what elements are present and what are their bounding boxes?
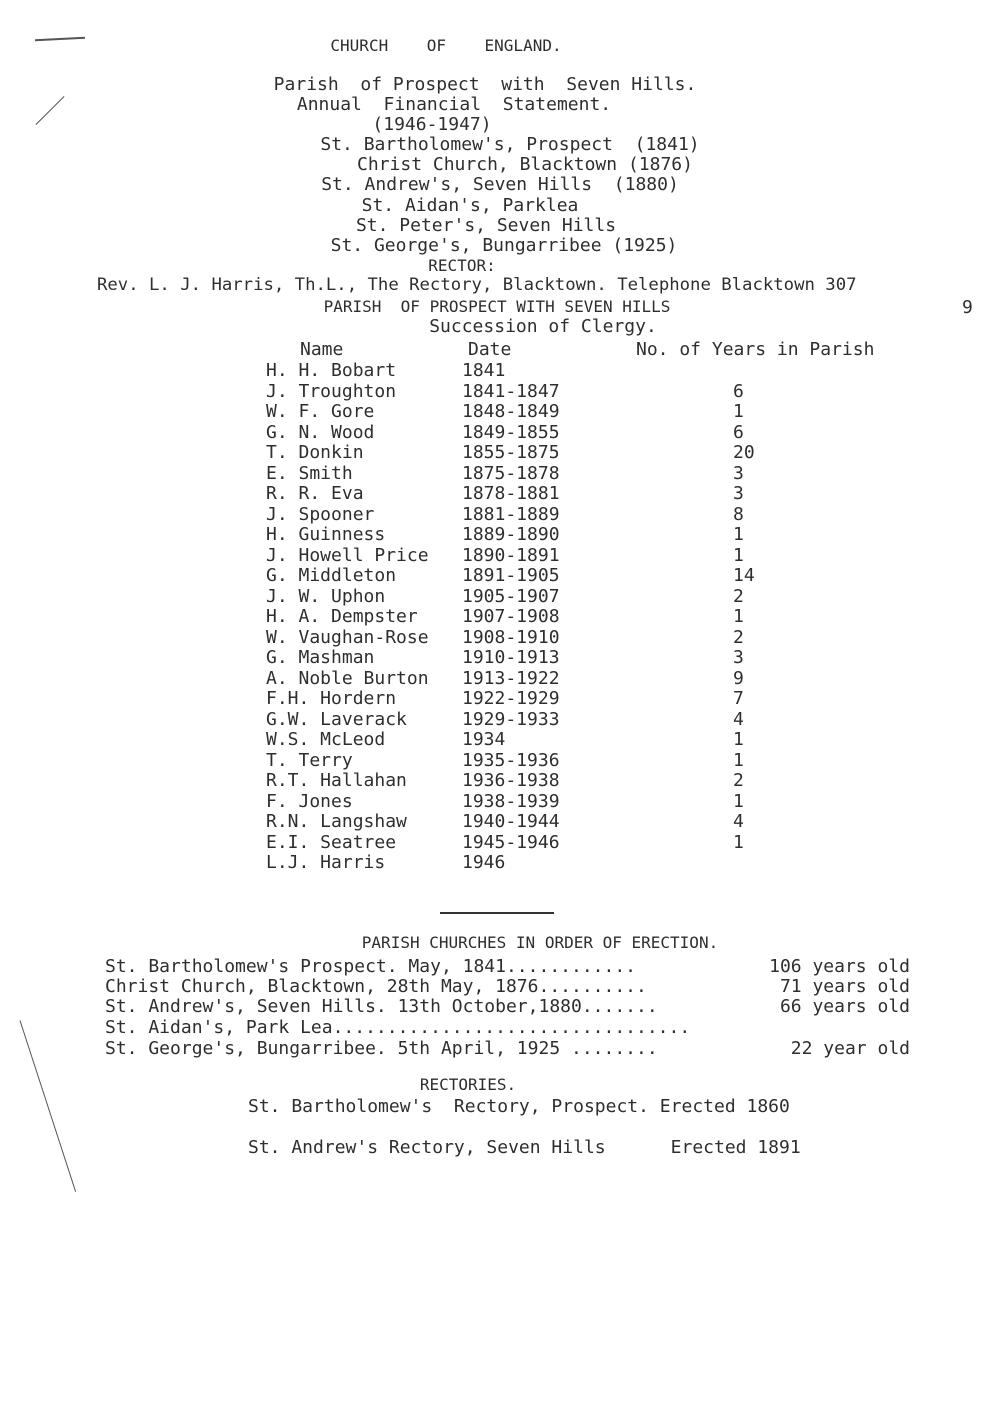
clergy-years: 1 <box>733 606 744 627</box>
table-row <box>0 791 1000 811</box>
clergy-name: R.T. Hallahan <box>266 770 407 791</box>
table-row <box>0 606 1000 626</box>
clergy-dates: 1848-1849 <box>462 401 560 422</box>
clergy-name: T. Terry <box>266 749 353 771</box>
clergy-dates: 1891-1905 <box>462 565 560 586</box>
clergy-dates: 1913-1922 <box>462 667 560 689</box>
table-row <box>0 586 1000 606</box>
clergy-name: G. Middleton <box>266 565 397 586</box>
scan-mark <box>35 37 85 42</box>
column-header-name: Name <box>300 339 344 360</box>
table-row <box>0 811 1000 831</box>
clergy-dates: 1890-1891 <box>462 544 560 566</box>
clergy-years: 1 <box>733 401 744 422</box>
clergy-years: 2 <box>733 626 744 648</box>
clergy-subtitle: Succession of Clergy. <box>429 316 657 337</box>
clergy-name: W. Vaughan-Rose <box>266 626 429 648</box>
clergy-table-header <box>0 339 1000 359</box>
erection-row <box>0 1038 1000 1058</box>
erection-church-text: St. George's, Bungarribee. 5th April, 1925 ........ <box>105 1038 658 1059</box>
table-row <box>0 401 1000 421</box>
clergy-name: W.S. McLeod <box>266 729 386 750</box>
erection-age: 66 years old <box>779 996 910 1017</box>
clergy-name: A. Noble Burton <box>266 667 429 689</box>
clergy-years: 4 <box>733 708 744 730</box>
clergy-name: H. A. Dempster <box>266 606 418 627</box>
church-list-item: St. Peter's, Seven Hills <box>355 215 617 236</box>
clergy-dates: 1946 <box>462 852 506 873</box>
clergy-dates: 1908-1910 <box>462 626 560 648</box>
clergy-dates: 1929-1933 <box>462 708 560 730</box>
clergy-dates: 1907-1908 <box>462 606 560 627</box>
clergy-years: 14 <box>733 565 755 586</box>
scan-mark <box>36 96 65 125</box>
clergy-name: F.H. Hordern <box>266 688 397 709</box>
clergy-years: 1 <box>733 749 744 771</box>
table-row <box>0 852 1000 872</box>
table-row <box>0 524 1000 544</box>
table-row <box>0 729 1000 749</box>
clergy-dates: 1889-1890 <box>462 524 560 545</box>
clergy-name: T. Donkin <box>266 442 364 463</box>
table-row <box>0 627 1000 647</box>
clergy-years: 3 <box>733 647 744 668</box>
margin-mark: 9 <box>962 297 973 318</box>
clergy-years: 4 <box>733 811 744 832</box>
clergy-name: J. Troughton <box>266 380 397 402</box>
table-row <box>0 688 1000 708</box>
clergy-years: 9 <box>733 667 744 689</box>
clergy-dates: 1910-1913 <box>462 647 560 668</box>
clergy-name: E.I. Seatree <box>266 831 397 853</box>
erection-age: 71 years old <box>779 976 910 997</box>
erection-section-title: PARISH CHURCHES IN ORDER OF ERECTION. <box>361 933 719 952</box>
clergy-dates: 1905-1907 <box>462 585 560 607</box>
church-list-item: St. Aidan's, Parklea <box>361 195 579 216</box>
table-row <box>0 360 1000 380</box>
clergy-years: 20 <box>733 442 755 463</box>
clergy-dates: 1849-1855 <box>462 421 560 443</box>
erection-church-text: St. Bartholomew's Prospect. May, 1841............ <box>105 956 637 977</box>
clergy-years: 2 <box>733 770 744 791</box>
clergy-dates: 1936-1938 <box>462 770 560 791</box>
clergy-dates: 1841-1847 <box>462 380 560 402</box>
erection-row <box>0 1017 1000 1037</box>
section-divider <box>440 912 554 914</box>
table-row <box>0 770 1000 790</box>
clergy-dates: 1855-1875 <box>462 442 560 463</box>
table-row <box>0 709 1000 729</box>
erection-age: 22 year old <box>790 1038 910 1059</box>
clergy-years: 2 <box>733 585 744 607</box>
clergy-dates: 1881-1889 <box>462 503 560 525</box>
church-list-item: Christ Church, Blacktown (1876) <box>357 154 693 175</box>
clergy-dates: 1841 <box>462 360 506 381</box>
clergy-name: G. N. Wood <box>266 421 375 443</box>
rectory-line: St. Bartholomew's Rectory, Prospect. Erected 1860 <box>248 1096 790 1117</box>
clergy-name: J. Spooner <box>266 503 375 525</box>
statement-years: (1946-1947) <box>372 114 492 135</box>
clergy-dates: 1875-1878 <box>462 462 560 484</box>
church-list-item: St. Bartholomew's, Prospect (1841) <box>320 134 700 155</box>
table-row <box>0 565 1000 585</box>
clergy-years: 6 <box>733 421 744 443</box>
clergy-name: H. Guinness <box>266 524 386 545</box>
church-list-item: St. George's, Bungarribee (1925) <box>330 235 678 256</box>
clergy-name: H. H. Bobart <box>266 360 397 381</box>
erection-row <box>0 956 1000 976</box>
rectories-title: RECTORIES. <box>419 1075 517 1094</box>
clergy-name: L.J. Harris <box>266 852 386 873</box>
table-row <box>0 545 1000 565</box>
table-row <box>0 647 1000 667</box>
clergy-name: E. Smith <box>266 462 353 484</box>
clergy-name: G.W. Laverack <box>266 708 407 730</box>
clergy-name: J. Howell Price <box>266 544 429 566</box>
clergy-name: R. R. Eva <box>266 483 364 504</box>
clergy-years: 8 <box>733 503 744 525</box>
erection-row <box>0 976 1000 996</box>
column-header-years: No. of Years in Parish <box>636 339 875 360</box>
clergy-years: 1 <box>733 831 744 853</box>
statement-heading: Annual Financial Statement. <box>296 94 612 115</box>
erection-church-text: St. Aidan's, Park Lea................................. <box>105 1017 691 1038</box>
clergy-dates: 1878-1881 <box>462 483 560 504</box>
clergy-name: F. Jones <box>266 790 353 812</box>
clergy-name: J. W. Uphon <box>266 585 386 607</box>
erection-church-text: Christ Church, Blacktown, 28th May, 1876.......... <box>105 976 647 997</box>
table-row <box>0 463 1000 483</box>
clergy-section-title: PARISH OF PROSPECT WITH SEVEN HILLS <box>323 297 671 316</box>
table-row <box>0 832 1000 852</box>
clergy-years: 3 <box>733 483 744 504</box>
table-row <box>0 668 1000 688</box>
clergy-years: 1 <box>733 524 744 545</box>
clergy-dates: 1940-1944 <box>462 811 560 832</box>
parish-heading: Parish of Prospect with Seven Hills. <box>273 74 697 95</box>
church-heading: CHURCH OF ENGLAND. <box>330 36 562 55</box>
table-row <box>0 422 1000 442</box>
clergy-years: 1 <box>733 790 744 812</box>
clergy-name: R.N. Langshaw <box>266 811 407 832</box>
rector-label: RECTOR: <box>428 256 496 275</box>
clergy-dates: 1934 <box>462 729 506 750</box>
rector-line: Rev. L. J. Harris, Th.L., The Rectory, Blacktown. Telephone Blacktown 307 <box>97 275 857 295</box>
clergy-name: W. F. Gore <box>266 401 375 422</box>
clergy-years: 1 <box>733 729 744 750</box>
church-list-item: St. Andrew's, Seven Hills (1880) <box>321 174 679 195</box>
column-header-date: Date <box>468 339 512 360</box>
erection-age: 106 years old <box>769 956 910 977</box>
clergy-years: 7 <box>733 688 744 709</box>
clergy-years: 1 <box>733 544 744 566</box>
clergy-name: G. Mashman <box>266 647 375 668</box>
table-row <box>0 381 1000 401</box>
rectory-line: St. Andrew's Rectory, Seven Hills Erected 1891 <box>248 1137 801 1158</box>
table-row <box>0 750 1000 770</box>
clergy-dates: 1945-1946 <box>462 831 560 853</box>
table-row <box>0 504 1000 524</box>
erection-church-text: St. Andrew's, Seven Hills. 13th October,1880....... <box>105 996 658 1017</box>
clergy-years: 6 <box>733 380 744 402</box>
erection-row <box>0 996 1000 1016</box>
clergy-dates: 1922-1929 <box>462 688 560 709</box>
clergy-years: 3 <box>733 462 744 484</box>
clergy-dates: 1938-1939 <box>462 790 560 812</box>
clergy-dates: 1935-1936 <box>462 749 560 771</box>
table-row <box>0 483 1000 503</box>
table-row <box>0 442 1000 462</box>
